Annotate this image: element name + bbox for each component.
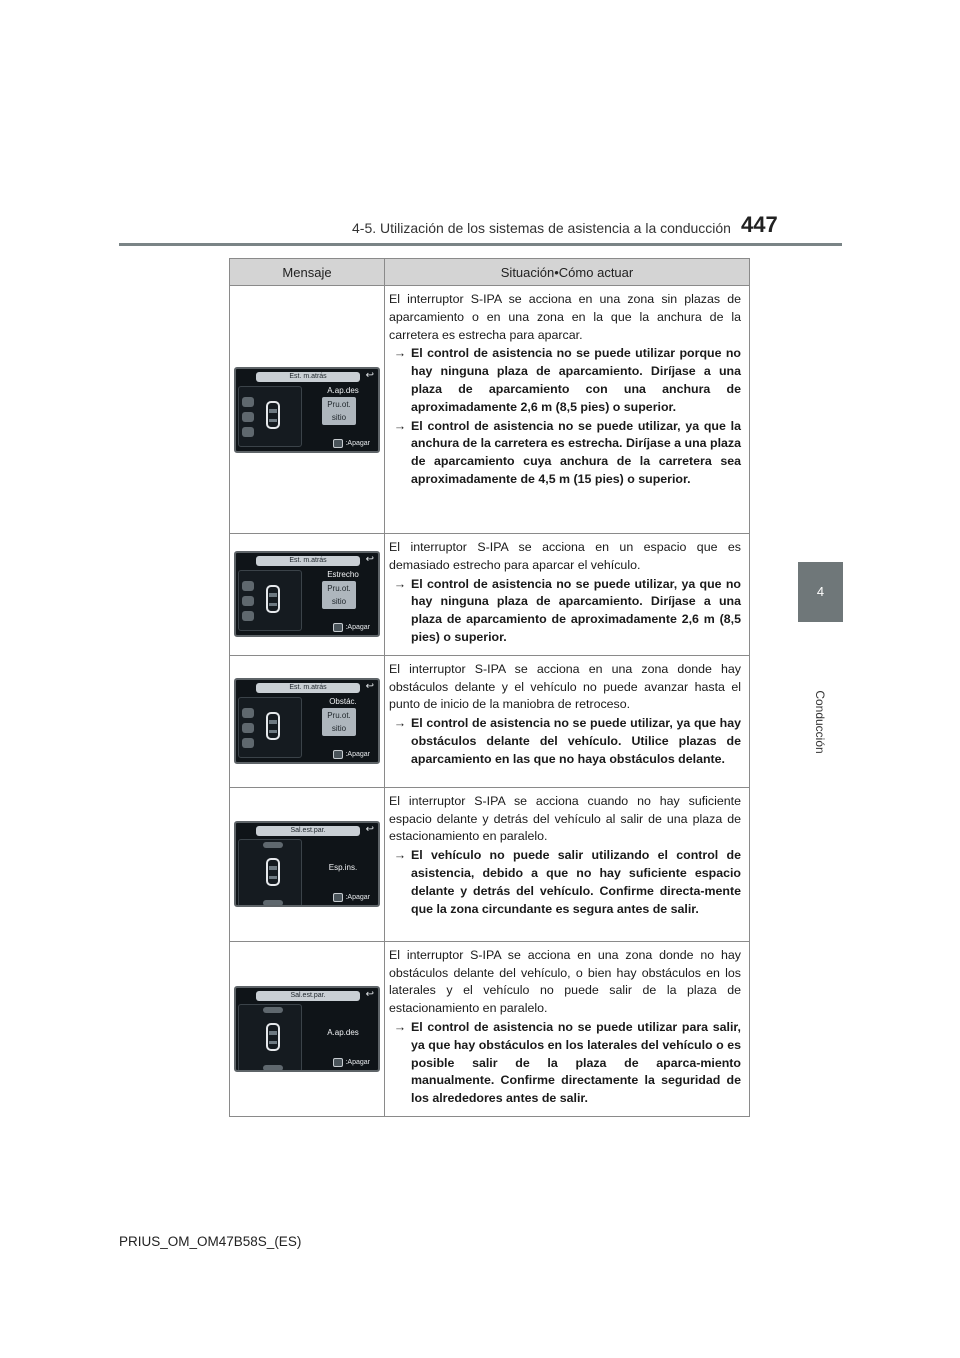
- back-arrow-icon: ↩: [365, 554, 374, 566]
- action-item: → El control de asistencia no se puede utilizar para salir, ya que hay obstáculos en los laterales del vehículo o es posible salir de la plaza de aparca-miento manualmente. Confirme directamente la seguridad de los alrededores antes de salir.: [389, 1019, 741, 1108]
- chapter-label: Conducción: [813, 690, 827, 754]
- car-icon: [266, 1023, 280, 1051]
- arrow-icon: →: [393, 346, 407, 361]
- action-item: → El control de asistencia no se puede utilizar, ya que la anchura de la carretera es estrecha. Diríjase a una plaza de aparcamiento cuya anchura de la carretera sea aproximadamente de 4,5 m (15 pies) o superior.: [389, 418, 741, 489]
- parking-view: [238, 386, 302, 447]
- screen-message: Estrecho: [327, 570, 359, 580]
- sensor-icon: [242, 611, 254, 621]
- sensor-icon: [242, 723, 254, 733]
- back-arrow-icon: ↩: [365, 681, 374, 693]
- obstacle-icon: [263, 1007, 283, 1013]
- message-screen-cell: [230, 787, 385, 941]
- try-other-spot-button: Pru.ot. sitio: [322, 397, 356, 425]
- parking-view: [238, 697, 302, 758]
- screen-title-bar: Sal.est.par.: [256, 826, 360, 836]
- arrow-icon: →: [393, 418, 407, 433]
- column-header-message: Mensaje: [230, 259, 385, 286]
- table-row: [230, 534, 750, 656]
- car-icon: [266, 401, 280, 429]
- column-header-situation: Situación•Cómo actuar: [385, 259, 750, 286]
- screen-message: A.ap.des: [327, 385, 359, 395]
- message-screen-cell: [230, 655, 385, 787]
- table-header-row: [230, 259, 750, 286]
- sensor-icon: [242, 596, 254, 606]
- screen-message: A.ap.des: [327, 1027, 359, 1037]
- sensor-icon: [242, 397, 254, 407]
- obstacle-icon: [263, 900, 283, 906]
- screen-message: Esp.ins.: [328, 863, 358, 873]
- screen-title-bar: Est. m.atrás: [256, 372, 360, 382]
- situation-cell: [385, 534, 750, 656]
- parking-view: [238, 839, 302, 907]
- message-screen-cell: [230, 286, 385, 534]
- off-indicator: :Apagar: [333, 439, 370, 448]
- sensor-icon: [242, 427, 254, 437]
- screen-message: Obstác.: [329, 697, 357, 707]
- table-row: [230, 655, 750, 787]
- screen-title-bar: Est. m.atrás: [256, 683, 360, 693]
- situation-description: El interruptor S-IPA se acciona en un espacio que es demasiado estrecho para aparcar el vehículo.: [389, 540, 741, 572]
- off-indicator: :Apagar: [333, 893, 370, 902]
- car-icon: [266, 858, 280, 886]
- situation-description: El interruptor S-IPA se acciona en una zona donde hay obstáculos delante y el vehículo no puede avanzar hasta el punto de inicio de la maniobra de retroceso.: [389, 661, 741, 712]
- arrow-icon: →: [393, 1019, 407, 1034]
- display-screen: [234, 367, 380, 453]
- sensor-icon: [242, 412, 254, 422]
- obstacle-icon: [263, 1065, 283, 1071]
- display-screen: [234, 551, 380, 637]
- situation-cell: [385, 286, 750, 534]
- off-indicator: :Apagar: [333, 623, 370, 632]
- switch-icon: [333, 893, 343, 902]
- parking-view: [238, 1004, 302, 1072]
- section-header: 4-5. Utilización de los sistemas de asistencia a la conducción: [352, 220, 731, 236]
- message-screen-cell: [230, 534, 385, 656]
- message-screen-cell: [230, 941, 385, 1116]
- display-screen: [234, 678, 380, 764]
- chapter-tab: 4: [798, 562, 843, 622]
- switch-icon: [333, 623, 343, 632]
- back-arrow-icon: ↩: [365, 988, 374, 1000]
- display-screen: [234, 821, 380, 907]
- switch-icon: [333, 1058, 343, 1067]
- page-number: 447: [741, 212, 778, 237]
- obstacle-icon: [263, 842, 283, 848]
- table-row: [230, 941, 750, 1116]
- action-item: → El control de asistencia no se puede utilizar, ya que hay obstáculos delante del vehículo. Utilice plazas de aparcamiento en las que no haya obstáculos delante.: [389, 715, 741, 768]
- parking-view: [238, 570, 302, 631]
- switch-icon: [333, 439, 343, 448]
- table-row: [230, 286, 750, 534]
- arrow-icon: →: [393, 576, 407, 591]
- situation-cell: [385, 941, 750, 1116]
- sensor-icon: [242, 708, 254, 718]
- action-item: → El control de asistencia no se puede utilizar porque no hay ninguna plaza de aparcamiento. Diríjase a una plaza de aparcamiento con una anchura de aproximadamente 2,6 m (8,5 pies) o superior.: [389, 345, 741, 416]
- arrow-icon: →: [393, 848, 407, 863]
- switch-icon: [333, 750, 343, 759]
- back-arrow-icon: ↩: [365, 824, 374, 836]
- arrow-icon: →: [393, 716, 407, 731]
- situation-description: El interruptor S-IPA se acciona en una zona sin plazas de aparcamiento o en una zona en la que la anchura de la carretera es estrecha para aparcar.: [389, 292, 741, 342]
- situation-description: El interruptor S-IPA se acciona en una zona donde no hay obstáculos delante del vehículo, o bien hay obstáculos en los laterales y el vehículo no puede salir de la plaza de estacionamiento en paralelo.: [389, 947, 741, 1016]
- screen-title-bar: Sal.est.par.: [256, 991, 360, 1001]
- message-table: [229, 258, 750, 1117]
- car-icon: [266, 712, 280, 740]
- situation-cell: [385, 655, 750, 787]
- try-other-spot-button: Pru.ot. sitio: [322, 581, 356, 609]
- car-icon: [266, 585, 280, 613]
- off-indicator: :Apagar: [333, 1058, 370, 1067]
- off-indicator: :Apagar: [333, 750, 370, 759]
- try-other-spot-button: Pru.ot. sitio: [322, 708, 356, 736]
- screen-title-bar: Est. m.atrás: [256, 556, 360, 566]
- display-screen: [234, 986, 380, 1072]
- action-item: → El vehículo no puede salir utilizando el control de asistencia, debido a que no hay suficiente espacio delante y detrás del vehículo. Confirme directa-mente que la zona circundante es segura antes de salir.: [389, 847, 741, 918]
- sensor-icon: [242, 581, 254, 591]
- situation-description: El interruptor S-IPA se acciona cuando no hay suficiente espacio delante y detrás del vehículo al salir de una plaza de estacionamiento en paralelo.: [389, 793, 741, 844]
- header-divider: [119, 243, 842, 246]
- action-item: → El control de asistencia no se puede utilizar, ya que no hay ninguna plaza de aparcamiento. Diríjase a una plaza de aparcamiento de aproximadamente 2,6 m (8,5 pies) o superior.: [389, 576, 741, 647]
- situation-cell: [385, 787, 750, 941]
- back-arrow-icon: ↩: [365, 369, 374, 381]
- document-code: PRIUS_OM_OM47B58S_(ES): [119, 1234, 302, 1249]
- sensor-icon: [242, 738, 254, 748]
- table-row: [230, 787, 750, 941]
